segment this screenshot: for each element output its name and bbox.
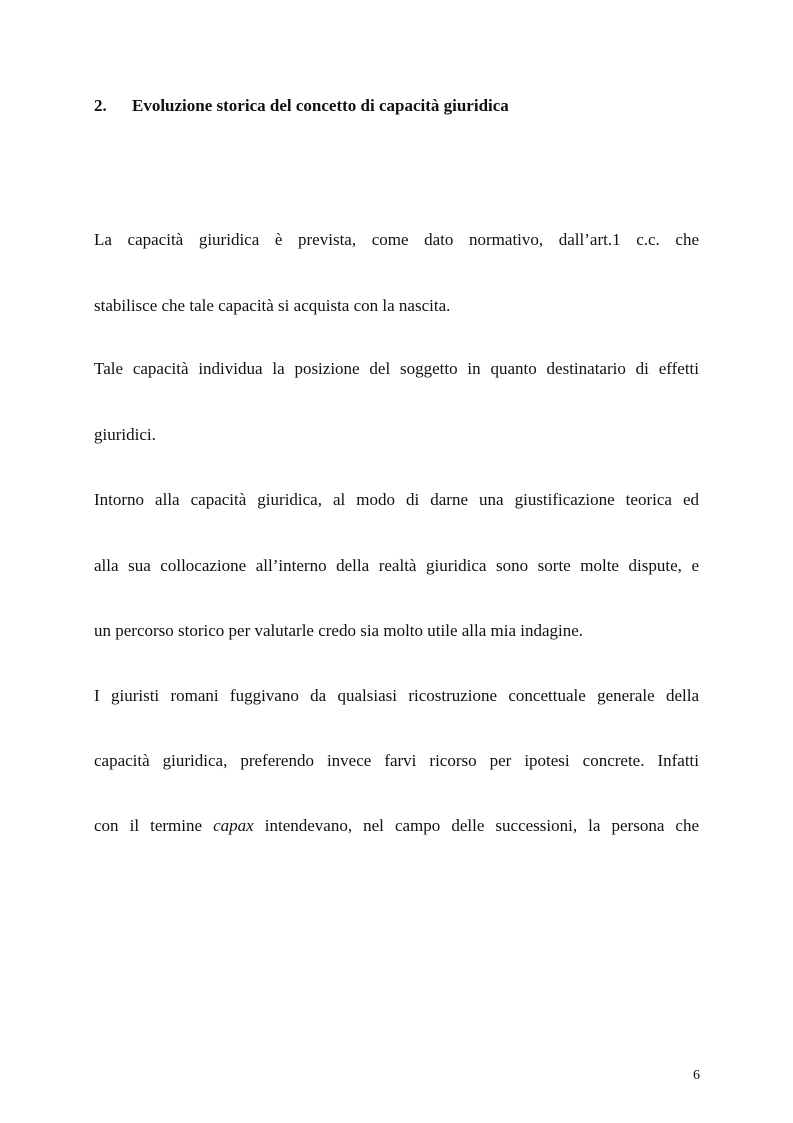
paragraph-line: stabilisce che tale capacità si acquista con la nascita. xyxy=(94,296,451,315)
paragraph-line: alla sua collocazione all’interno della realtà giuridica sono sorte molte dispute, e xyxy=(94,556,699,575)
paragraph-line: un percorso storico per valutarle credo sia molto utile alla mia indagine. xyxy=(94,621,584,640)
text-fragment: intendevano, nel campo delle successioni, la persona che xyxy=(264,816,700,835)
paragraph-line: giuridici. xyxy=(94,425,156,444)
paragraph-line xyxy=(94,815,699,837)
section-number: 2. xyxy=(94,96,107,115)
text-fragment: con il termine xyxy=(94,816,203,835)
paragraph-line: I giuristi romani fuggivano da qualsiasi ricostruzione concettuale generale della xyxy=(94,686,699,705)
latin-term: capax xyxy=(213,816,254,835)
paragraph-line: capacità giuridica, preferendo invece farvi ricorso per ipotesi concrete. Infatti xyxy=(94,751,699,770)
section-title: Evoluzione storica del concetto di capacità giuridica xyxy=(132,96,509,115)
paragraph-line: Intorno alla capacità giuridica, al modo di darne una giustificazione teorica ed xyxy=(94,490,699,509)
section-heading xyxy=(94,96,509,116)
paragraph-line: La capacità giuridica è prevista, come dato normativo, dall’art.1 c.c. che xyxy=(94,230,699,249)
paragraph-line: Tale capacità individua la posizione del soggetto in quanto destinatario di effetti xyxy=(94,359,699,378)
page-number: 6 xyxy=(693,1068,700,1083)
